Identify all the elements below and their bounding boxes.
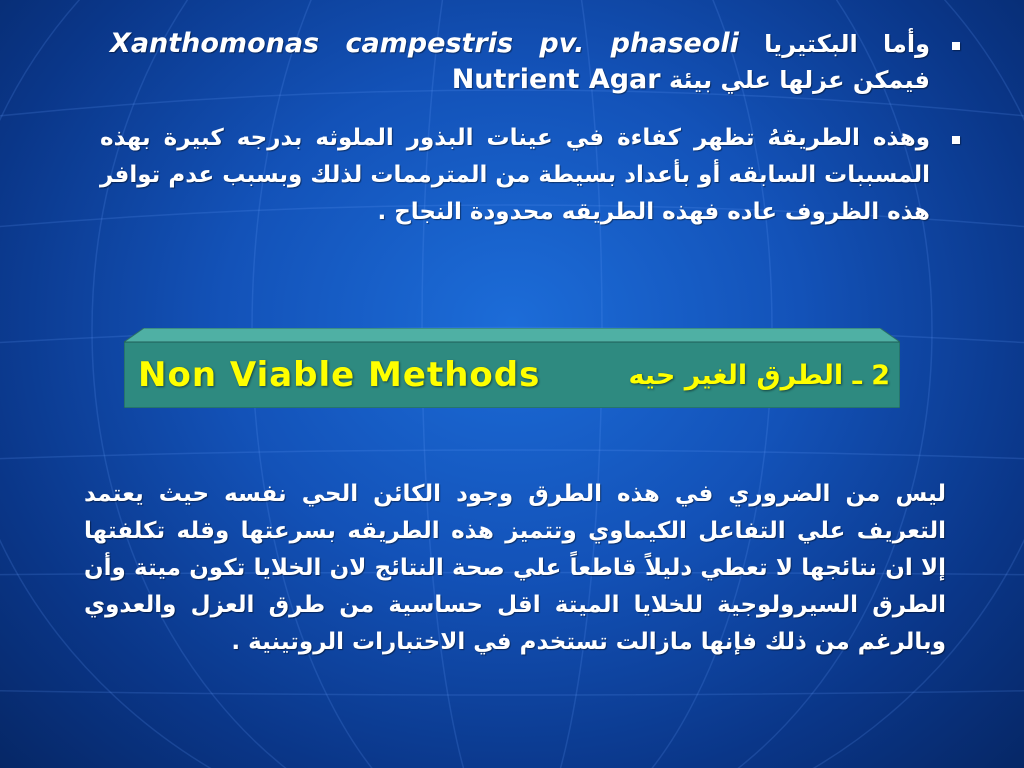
- bullet-text-1: [110, 26, 930, 98]
- square-bullet-icon: [952, 136, 960, 144]
- bullet-1-arabic-middle: فيمكن عزلها علي بيئة: [668, 66, 930, 94]
- bullet-1-medium-name: Nutrient Agar: [451, 64, 661, 95]
- bullet-list: [80, 26, 960, 231]
- bullet-text-2: وهذه الطريقهُ تظهر كفاءة في عينات البذور الملوثه بدرجه كبيرة بهذه المسببات السابقه أو بأعداد بسيطة من المترممات لذلك وبسبب عدم توافر هذه الظروف عاده فهذه الطريقه محدودة النجاح .: [100, 125, 930, 225]
- header-arabic-title: 2 ـ الطرق الغير حيه: [628, 359, 890, 391]
- bullet-1-species-name: Xanthomonas campestris pv. phaseoli: [110, 28, 739, 59]
- bullet-item-2: [80, 120, 960, 231]
- bullet-1-arabic-intro: وأما البكتيريا: [764, 30, 930, 58]
- section-header-box: [124, 328, 900, 408]
- bullet-item-1: [80, 26, 960, 98]
- body-paragraph: ليس من الضروري في هذه الطرق وجود الكائن الحي نفسه حيث يعتمد التعريف علي التفاعل الكيماوي وتتميز هذه الطريقه بسرعتها وقله تكلفتها إلا ان نتائجها لا تعطي دليلاً قاطعاً علي صحة النتائج لان الخلايا تكون ميتة وأن الطرق السيرولوجية للخلايا الميتة اقل حساسية من طرق العزل والعدوي وبالرغم من ذلك فإنها مازالت تستخدم في الاختبارات الروتينية .: [84, 481, 946, 655]
- header-english-title: Non Viable Methods: [138, 355, 541, 395]
- header-text-row: [124, 342, 900, 408]
- square-bullet-icon: [952, 42, 960, 50]
